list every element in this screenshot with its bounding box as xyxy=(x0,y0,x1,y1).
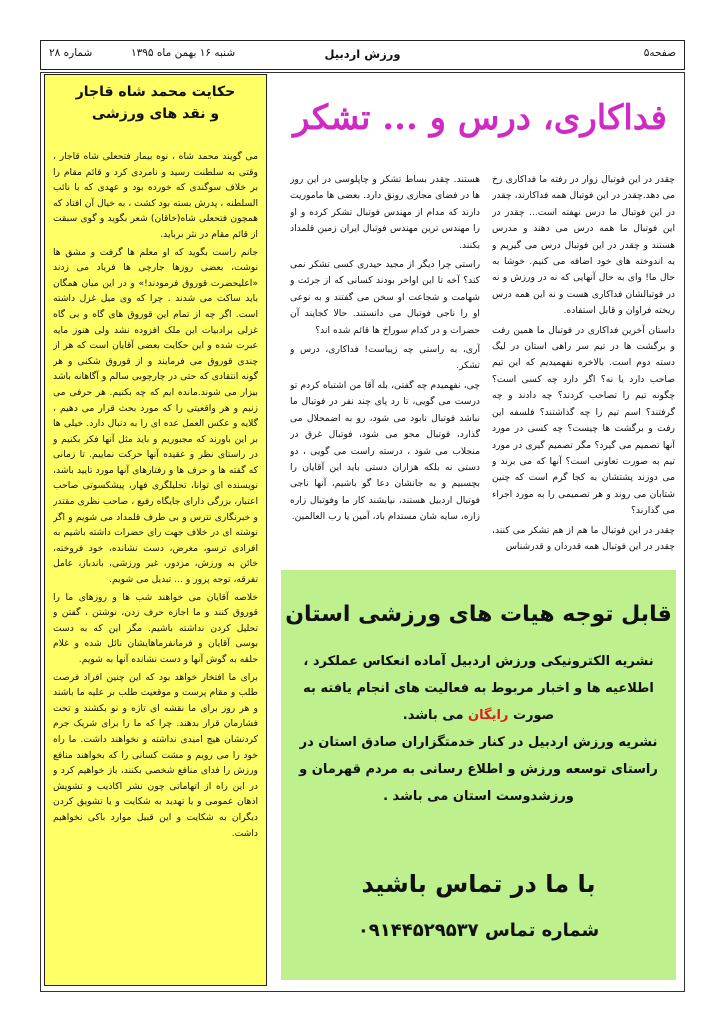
sidebar-column xyxy=(44,74,267,986)
article-paragraph: هستند. چقدر بساط تشکر و چاپلوسی در این روز ها در فضای مجازی رونق دارد. بعضی ها ماموریت دارند که مدام از مهندس فوتبال تشکر کرده و او را مهندس ترین مهندس فوتبال ایران زمین قلمداد بکنند. xyxy=(290,174,480,251)
sidebar-body xyxy=(53,149,258,977)
phone-number: ۰۹۱۴۴۵۲۹۵۳۷ xyxy=(357,920,479,941)
notice-title: قابل توجه هیات های ورزشی استان xyxy=(285,602,672,627)
sidebar-title xyxy=(45,81,266,125)
issue-number: شماره ۲۸ xyxy=(49,47,93,59)
sidebar-paragraph: برای ما افتخار خواهد بود که این چنین افراد فرصت طلب و مقام پرست و موقعیت طلب بر علیه ما باشند و هر روز برای ما نقشه ای تازه و نو بکشند و تحت فشارمان قرار بدهند. چرا که ما را برای شریک جرم کردنشان هیچ امیدی نداشته و نخواهند داشت. ما راه خود را می رویم و مشت کسانی را که بخواهند منافع ورزش را فدای منافع شخصی بکنند، باز خواهیم کرد و در این راه از اتهاماتی چون نشر اکاذیب و تشویش اذهان عمومی و یا تهدید به شکایت و یا تشویق کردن دیگران به شکایت و این قبیل موارد باکی نخواهیم داشت. xyxy=(53,671,258,839)
notice-text: می باشد. xyxy=(402,708,469,723)
notice-paragraph-1 xyxy=(295,648,662,729)
sidebar-paragraph: خلاصه آقایان می خواهند شب ها و روزهای ما را قوروق کنند و ما اجازه حرف زدن، نوشتن ، گفتن و تحلیل کردن نداشته باشیم. مگر این که به دست بوسی آقایان و فرمانفرماهایشان نائل شده و غلام حلقه به گوش آنها و دست نشانده آنها به شویم. xyxy=(53,591,258,665)
article-paragraph: داستان آخرین فداکاری در فوتبال ما همین رفت و برگشت ها در تیم سر راهی استان در لیگ دسته دوم است. بالاخره نفهمیدیم که این تیم صاحب دارد یا نه؟ اگر دارد چه کسی است؟ چگونه تیم را تصاحب کردند؟ چه دادند و چه گرفتند؟ اسم تیم را چه گذاشتند؟ فلسفه این رفت و برگشت ها چیست؟ چه کسی در مورد آنها تصمیم می گیرد؟ مگر تصمیم گیری در مورد تیم به صورت تعاونی است؟ آنها که می برند و می دوزند پشتشان به کجا گرم است که چنین شتابان می روند و هر تصمیمی را به مورد اجراء می گذارند؟ xyxy=(492,324,675,517)
sidebar-title-line-1: حکایت محمد شاه قاجار xyxy=(75,84,236,100)
article-headline: فداکاری، درس و ... تشکر xyxy=(293,98,667,138)
article-paragraph: چقدر در این فوتبال زوار در رفته ما فداکاری رخ می دهد.چقدر در این فوتبال همه فداکارند، چقدر در این فوتبال ما درس نهفته است... چقدر در این فوتبال ما همه درس می دهند و مدرس هستند و چقدر در این فوتبال درس می گیریم و به اندوخته های خود اضافه می کنیم. خوشا به حال ما! وای به حال آنهایی که نه در ورزش و نه در فوتبالشان فداکاری هست و نه این همه درس ریخته فراوان و قابل استفاده. xyxy=(492,174,675,317)
phone-label: شماره تماس xyxy=(484,920,600,941)
notice-paragraph-2: نشریه ورزش اردبیل در کنار خدمتگزاران صادق استان در راستای توسعه ورزش و اطلاع رسانی به مردم قهرمان و ورزشدوست استان می باشد . xyxy=(299,735,658,804)
article-paragraph: آری، به راستی چه زیباست! فداکاری، درس و تشکر. xyxy=(290,344,480,372)
sidebar-title-line-2: و نقد های ورزشی xyxy=(91,106,220,122)
article-column-middle xyxy=(290,172,480,560)
article-column-right xyxy=(492,172,675,560)
notice-text: نشریه الکترونیکی ورزش اردبیل آماده انعکاس عملکرد ، اطلاعیه ها و اخبار مربوط به فعالیت های انجام یافته به صورت xyxy=(303,654,654,723)
contact-us-text: با ما در تماس باشید xyxy=(361,870,596,898)
notice-body xyxy=(295,648,662,810)
notice-free-word: رایگان xyxy=(468,708,509,723)
issue-date: شنبه ۱۶ بهمن ماه ۱۳۹۵ xyxy=(131,47,236,59)
phone-line xyxy=(281,920,676,941)
page-header xyxy=(40,40,685,70)
publication-name: ورزش اردبیل xyxy=(324,47,401,61)
notice-box xyxy=(281,570,676,980)
article-paragraph: چقدر در این فوتبال ما هم از هم تشکر می کنند، چقدر در این فوتبال همه قدردان و قدرشناس xyxy=(492,524,675,552)
sidebar-paragraph: جانم راست بگوید که او معلم ها گرفت و مشق ها نوشت، بعضی روزها جارچی ها فریاد می زدند «اعلیحضرت قوروق فرمودند!» و در این میان همگان باید ساکت می شدند . چرا که وی میل غزل داشته است. اگر چه از تمام این قوروق های گاه و بی گاه غزلی برادبیات این ملک افزوده نشد ولی هنوز مایه عبرت شده و این حکایت بعضی آقایان است که هر از چندی قوروق می فرمایند و از قوروق شکنی و هر گونه انتقادی که حتی در چارچوبی سالم و آگاهانه باشد بیزار می شوند.مانده ایم که چه بکنیم. هر حرفی می زنیم و هر واقعیتی را که مورد بحث قرار می دهیم ، گلایه و عکس العمل عده ای را به دنبال دارد. خیلی ها بر این باورند که مجبوریم و باید مثل آنها فکر بکنیم و در راستای نظر و عقیده آنها حرکت نماییم. تا زمانی که گفته ها و حرف ها و رفتارهای آنها مورد تایید باشد، نویسنده ای توانا، تحلیلگری فهار، پیشکسوتی صاحب اعتبار، بزرگی دارای جایگاه رفیع ، صاحب نظری مقتدر و خبرنگاری نترس و بی طرف قلمداد می شویم و اگر نوشته ای در خلاف جهت رای حضرات داشته باشیم به افرادی ترسو، مغرض، دست نشانده، خود فروخته، خائن به ورزش، مزدور، غیر ورزشی، باندباز، عامل تفرقه، توجه پرور و ... تبدیل می شویم. xyxy=(53,246,258,586)
article-paragraph: راستی چرا دیگر از مجید حیدری کسی تشکر نمی کند؟ آخه تا این اواخر بودند کسانی که از جرئت و شهامت و شجاعت او سخن می گفتند و به نوعی او را ناجی فوتبال می دانستند. حالا کجایند آن حضرات و در کدام سوراخ ها قائم شده اند؟ xyxy=(290,259,480,336)
article-paragraph: چی، نفهمیدم چه گفتی، بله آقا من اشتباه کردم تو درست می گویی، تا رد پای چند نفر در فوتبال ما نباشد فوتبال نابود می شود، رو به اضمحلال می گذارد، فوتبال محو می شود، فوتبال غرق در منجلاب می شود ، درسته راست می گویی ، دو دستی نه بلکه هزاران دستی باید این آقایان را بچسبیم و به جانشان دعا گو باشیم، آنها ناجی فوتبال اردبیل هستند، نیابشند کار ما وفوتبال زاره زاره، سایه شان مستدام باد، آمین یا رب العالمین. xyxy=(290,379,480,523)
sidebar-paragraph: می گویند محمد شاه ، نوه بیمار فتحعلی شاه قاجار ، وقتی به سلطنت رسید و نامردی کرد و قائم مقام را بر خلاف سوگندی که خورده بود و عهدی که با نائب السلطنه ، پدرش بسته بود کشت ، به خیال آن افتاد که همچون فتحعلی شاه(خاقان) شعر بگوید و گوی سبقت از قائم مقام در نثر برباید. xyxy=(53,151,258,240)
page-number: صفحه۵ xyxy=(643,47,676,59)
